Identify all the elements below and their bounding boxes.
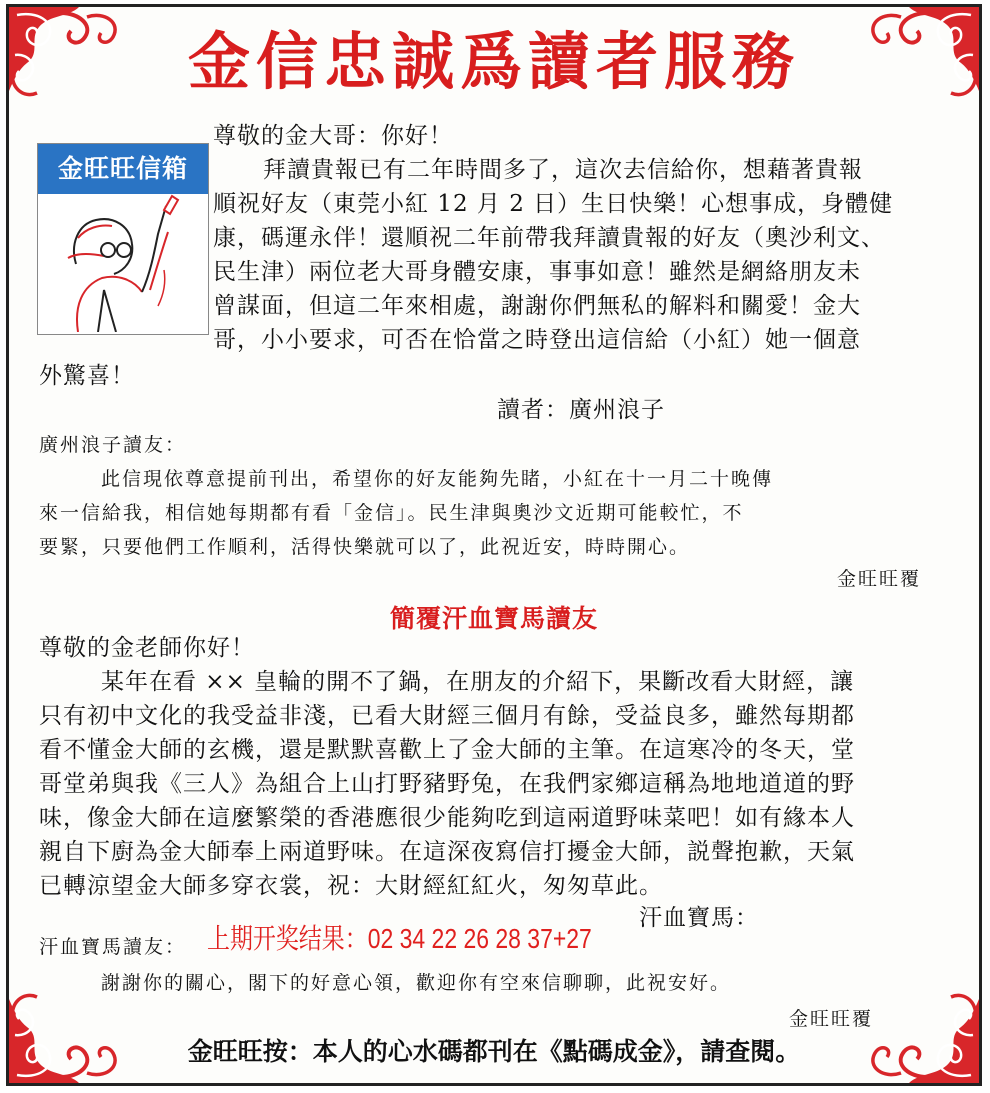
letter2-signature: 汗血寶馬： [639,905,759,931]
letter2-salutation: 尊敬的金老師你好！ [39,635,255,661]
letter1-line: 曾謀面，但這二年來相處，謝謝你們無私的解料和關愛！金大 [213,293,861,319]
reply1-line: 要緊，只要他們工作順利，活得快樂就可以了，此祝近安，時時開心。 [39,536,691,558]
letter2-line: 味，像金大師在這麼繁榮的香港應很少能夠吃到這兩道野味菜吧！如有緣本人 [39,805,855,831]
reply1-salutation: 廣州浪子讀友： [39,434,187,456]
reply1-signature: 金旺旺覆 [837,568,922,590]
page-title: 金信忠誠爲讀者服務 [187,25,800,98]
mailbox-column-logo [37,143,209,335]
section-subtitle: 簡覆汗血寶馬讀友 [389,604,598,633]
reply2-signature: 金旺旺覆 [789,1008,874,1030]
letter1-line: 拜讀貴報已有二年時間多了，這次去信給你，想藉著貴報 [263,157,863,183]
letter1-line: 哥，小小要求，可否在恰當之時登出這信給（小紅）她一個意 [213,327,861,353]
mailbox-label: 金旺旺信箱 [38,144,208,194]
letter2-line: 某年在看 ×× 皇輪的開不了鍋，在朋友的介紹下，果斷改看大財經，讓 [101,669,855,695]
reply2-line: 謝謝你的關心，閣下的好意心領，歡迎你有空來信聊聊，此祝安好。 [101,972,732,994]
letter1-line: 康，碼運永伴！還順祝二年前帶我拜讀貴報的好友（奧沙利文、 [213,225,885,251]
letter2-line: 哥堂弟與我《三人》為組合上山打野豬野兔，在我們家鄉這稱為地地道道的野 [39,771,855,797]
letter2-line: 親自下廚為金大師奉上兩道野味。在這深夜寫信打擾金大師，説聲抱歉，天氣 [39,839,855,865]
letter1-salutation: 尊敬的金大哥：你好！ [213,123,453,149]
letter2-line: 已轉涼望金大師多穿衣裳，祝：大財經紅紅火，匆匆草此。 [39,873,663,899]
footer-note: 金旺旺按：本人的心水碼都刊在《點碼成金》，請查閱。 [187,1037,801,1066]
reply2-salutation: 汗血寶馬讀友： [39,936,187,958]
letter2-line: 看不懂金大師的玄機，還是默默喜歡上了金大師的主筆。在這寒冷的冬天，堂 [39,737,855,763]
lottery-results-overlay: 上期开奖结果：02 34 22 26 28 37+27 [207,923,592,954]
newspaper-page [6,4,982,1086]
reply1-line: 此信現依尊意提前刊出，希望你的好友能夠先睹，小紅在十一月二十晚傳 [101,468,774,490]
letter2-line: 只有初中文化的我受益非淺，已看大財經三個月有餘，受益良多，雖然每期都 [39,703,855,729]
reply1-line: 來一信給我，相信她每期都有看「金信」。民生津與奧沙文近期可能較忙，不 [39,502,744,524]
letter1-line: 順祝好友（東莞小紅 12 月 2 日）生日快樂！心想事成，身體健 [213,191,894,217]
letter1-signature: 讀者：廣州浪子 [497,397,665,423]
letter1-line: 民生津）兩位老大哥身體安康，事事如意！雖然是網絡朋友未 [213,259,861,285]
letter1-line: 外驚喜！ [39,363,135,389]
pointing-man-illustration-icon [38,194,208,332]
